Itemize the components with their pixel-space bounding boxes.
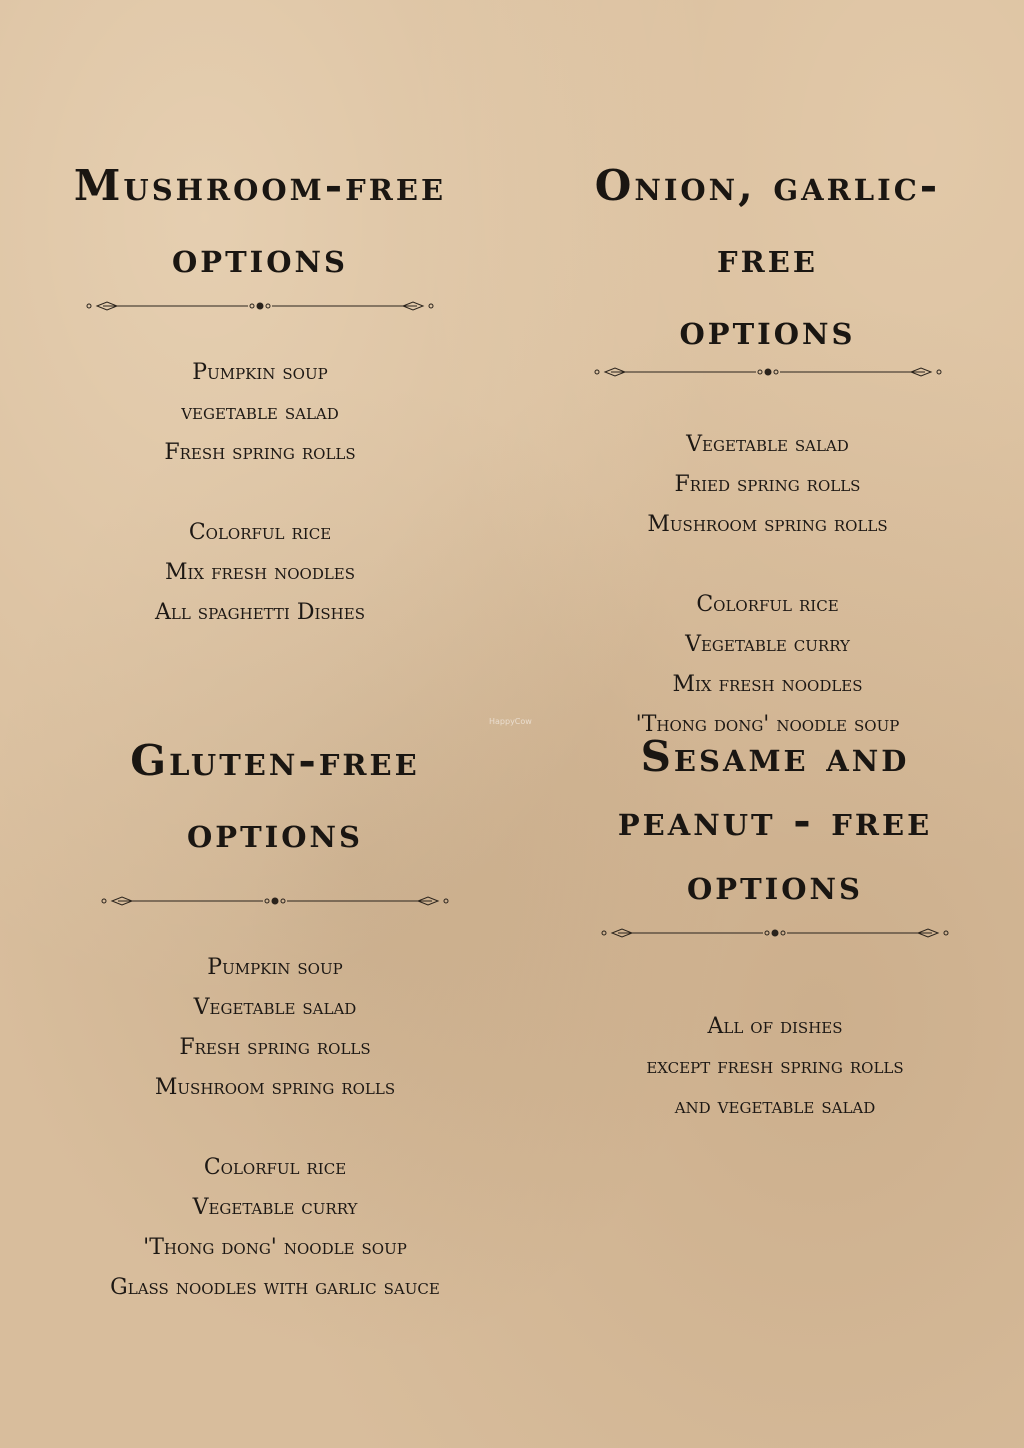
- ornamental-divider: [600, 923, 950, 943]
- menu-list: [60, 353, 460, 633]
- menu-item: Vegetable salad: [193, 995, 357, 1020]
- menu-item: except fresh spring rolls: [646, 1054, 904, 1079]
- menu-item: Pumpkin soup: [207, 955, 343, 980]
- menu-item: Pumpkin soup: [192, 360, 328, 385]
- mushroom-free-section: [60, 150, 460, 633]
- heading-line: Onion, garlic-free: [594, 161, 941, 282]
- menu-item: 'Thong dong' noodle soup: [635, 712, 900, 737]
- menu-item: Fried spring rolls: [674, 472, 861, 497]
- menu-item: and vegetable salad: [674, 1094, 876, 1119]
- onion-garlic-free-section: [555, 150, 980, 745]
- menu-item: Colorful rice: [696, 592, 839, 617]
- group-gap: [555, 545, 980, 585]
- heading-line: options: [679, 305, 856, 354]
- mushroom-free-heading: [60, 150, 460, 294]
- menu-item: vegetable salad: [181, 400, 339, 425]
- menu-item: Mushroom spring rolls: [154, 1075, 396, 1100]
- menu-item: Vegetable salad: [686, 432, 849, 457]
- heading-line: options: [187, 808, 363, 857]
- gluten-free-heading: [70, 725, 480, 869]
- sesame-peanut-free-heading: [590, 725, 960, 917]
- watermark-logo: HappyCow: [489, 717, 532, 726]
- menu-item: Mushroom spring rolls: [647, 512, 888, 537]
- ornamental-divider: [85, 296, 435, 316]
- group-gap: [70, 1108, 480, 1148]
- gluten-free-section: [70, 725, 480, 1308]
- heading-line: Gluten-free: [130, 736, 420, 785]
- menu-list: [555, 425, 980, 745]
- menu-item: Mix fresh noodles: [164, 560, 356, 585]
- menu-list: [590, 1007, 960, 1127]
- sesame-peanut-free-section: [590, 725, 960, 1127]
- menu-item: Mix fresh noodles: [672, 672, 863, 697]
- menu-item: Fresh spring rolls: [164, 440, 356, 465]
- menu-list: [70, 948, 480, 1308]
- menu-item: Vegetable curry: [685, 632, 850, 657]
- menu-item: Colorful rice: [203, 1155, 347, 1180]
- heading-line: Sesame and: [640, 732, 910, 781]
- menu-item: Glass noodles with garlic sauce: [110, 1275, 440, 1300]
- heading-line: options: [687, 860, 863, 909]
- onion-garlic-free-heading: [555, 150, 980, 366]
- heading-line: peanut - free: [617, 796, 933, 845]
- menu-item: All of dishes: [707, 1014, 843, 1039]
- menu-item: Fresh spring rolls: [179, 1035, 371, 1060]
- heading-line: options: [172, 233, 348, 282]
- menu-item: 'Thong dong' noodle soup: [143, 1235, 407, 1260]
- menu-item: Colorful rice: [188, 520, 332, 545]
- heading-line: Mushroom-free: [73, 161, 447, 210]
- group-gap: [60, 473, 460, 513]
- menu-item: All spaghetti Dishes: [155, 600, 365, 625]
- menu-item: Vegetable curry: [192, 1195, 358, 1220]
- ornamental-divider: [100, 891, 450, 911]
